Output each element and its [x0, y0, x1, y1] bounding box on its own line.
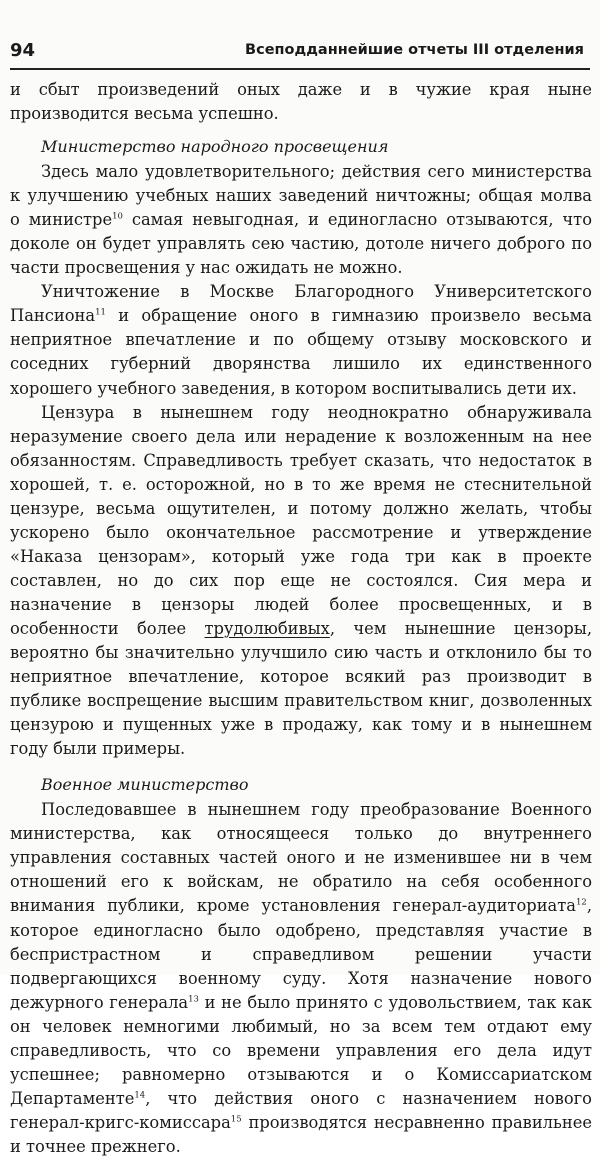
footnote-marker[interactable]: 10	[112, 211, 123, 222]
text-run: и не было принято с удовольствием, так как он человек немногими любимый, но за всем тем отдают ему справедливость, что со времени управления его дела идут успешнее; равномерно отзываются и о Комиссариатском Департаменте	[10, 992, 592, 1108]
section-heading-education: Министерство народного просвещения	[41, 137, 389, 157]
text-run: производятся несравненно правильнее и точнее прежнего.	[10, 1112, 592, 1156]
paragraph-education-1	[10, 160, 592, 280]
text-run: Цензура в нынешнем году неоднократно обнаруживала неразумение своего дела или нерадение к возложенным на нее обязанностям. Справедливость требует сказать, что недостаток в хорошей, т. е. осторожной, но в то же время не стеснительной цензуре, весьма ощутителен, и потому должно желать, чтобы ускорено было окончательное рассмотрение и утверждение «Наказа цензорам», который уже года три как в проекте составлен, но до сих пор еще не состоялся. Сия мера и назначение в цензоры людей более просвещенных, и в особенности более	[10, 402, 592, 638]
page-body	[10, 78, 592, 1159]
text-run: , чем нынешние цензоры, вероятно бы значительно улучшило сию часть и отклонило бы то неприятное впечатление, которое всякий раз производит в публике воспрещение высшим правительством книг, дозволенных цензурою и пущенных уже в продажу, как тому и в нынешнем году были примеры.	[10, 618, 592, 759]
text-run: и обращение оного в гимназию произвело весьма неприятное впечатление и по общему отзыву московского и соседних губерний дворянства лишило их единственного хорошего учебного заведения, в котором воспитывались дети их.	[10, 306, 592, 398]
paragraph-censorship	[10, 401, 592, 762]
text-run: самая невыгодная, и единогласно отзываются, что доколе он будет управлять сею частию, дотоле ничего доброго по части просвещения у нас ожидать не можно.	[10, 210, 592, 278]
text-run: , которое единогласно было одобрено, представляя участие в беспристрастном и справедливом решении участи подвергающихся военному суду. Хотя назначение нового дежурного генерала	[10, 896, 592, 1012]
footnote-marker[interactable]: 13	[188, 994, 199, 1005]
footnote-marker[interactable]: 11	[95, 307, 106, 318]
paragraph-military-1	[10, 798, 592, 1159]
text-run: Уничтожение в Москве Благородного Университетского Пансиона	[10, 282, 592, 326]
page-number: 94	[10, 40, 36, 61]
section-heading-military: Военное министерство	[41, 775, 249, 795]
continued-paragraph: и сбыт произведений оных даже и в чужие края ныне производится весьма успешно.	[10, 80, 592, 124]
underlined-word: трудолюбивых	[204, 618, 330, 638]
text-run: Последовавшее в нынешнем году преобразование Военного министерства, как относящееся только до внутреннего управления составных частей оного и не изменившее ни в чем отношений его к войскам, не обратило на себя особенного внимания публики, кроме установления генерал-аудиториата	[10, 800, 592, 916]
footnote-marker[interactable]: 12	[575, 898, 587, 909]
footnote-marker[interactable]: 14	[134, 1090, 146, 1101]
running-title: Всеподданнейшие отчеты III отделения	[245, 42, 584, 58]
paragraph-education-2	[10, 280, 592, 400]
text-run: Здесь мало удовлетворительного; действия сего министерства к улучшению учебных наших заведений ничтожны; общая молва о министре	[10, 162, 592, 230]
page-header	[10, 40, 590, 70]
footnote-marker[interactable]: 15	[230, 1114, 242, 1125]
text-run: , что действия оного с назначением нового генерал-кригс-комиссара	[10, 1088, 592, 1132]
